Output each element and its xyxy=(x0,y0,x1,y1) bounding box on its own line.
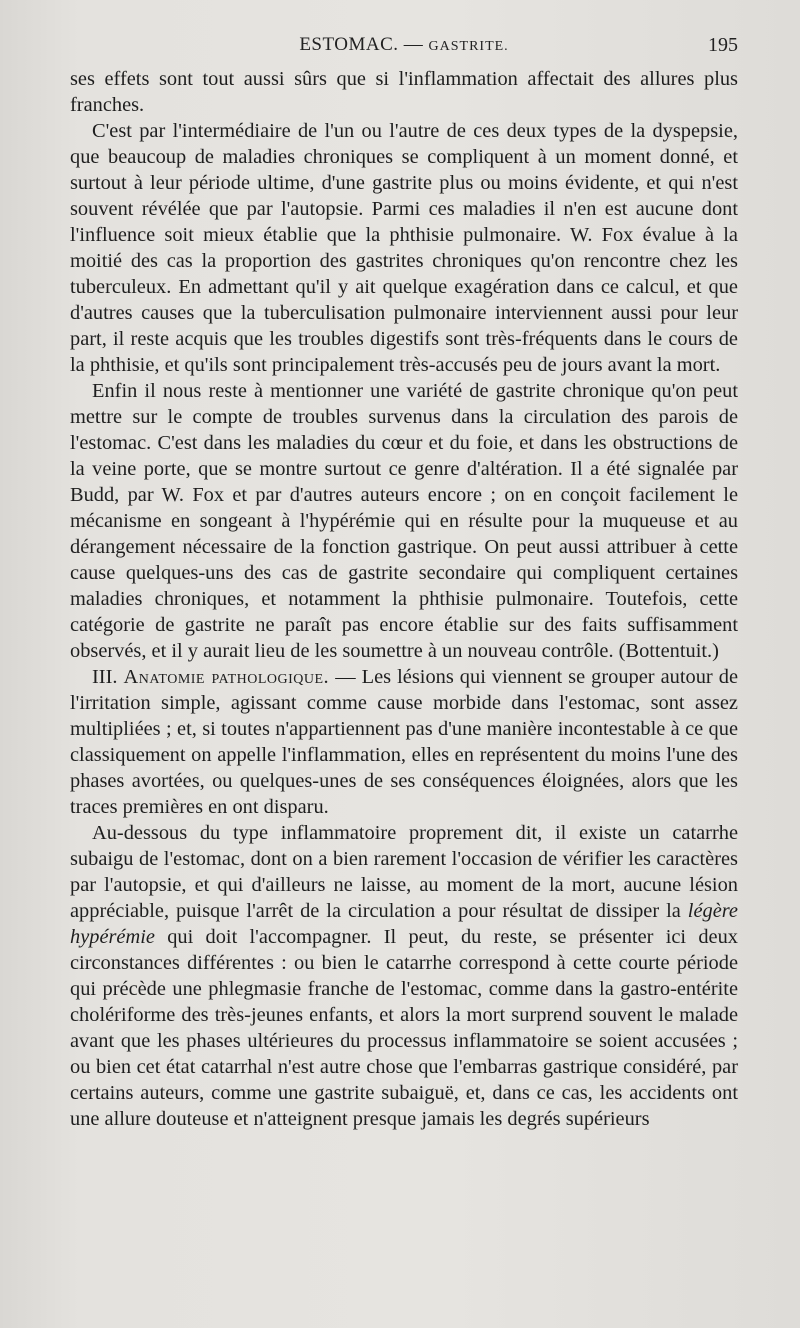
running-title-section: GASTRITE. xyxy=(428,39,509,54)
paragraph-gastrite-circulation: Enfin il nous reste à mentionner une variété de gastrite chronique qu'on peut mettre sur le compte de troubles survenus dans la circulation des parois de l'estomac. C'est dans les maladies du cœur et du foie, et dans les obstructions de la veine porte, que se montre surtout ce genre d'altération. Il a été signalée par Budd, par W. Fox et par d'autres auteurs encore ; on en conçoit facilement le mécanisme en songeant à l'hypérémie qui en résulte pour la muqueuse et au dérangement nécessaire de la fonction gastrique. On peut aussi attribuer à cette cause quelques-uns des cas de gastrite secondaire qui compliquent certaines maladies chroniques, et notamment la phthisie pulmonaire. Toutefois, cette catégorie de gastrite ne paraît pas encore établie sur des faits suffisamment observés, et il y aurait lieu de les soumettre à un nouveau contrôle. (Bottentuit.) xyxy=(70,380,738,662)
page-body xyxy=(70,66,738,1132)
section-text: — Les lésions qui viennent se grouper autour de l'irritation simple, agissant comme cause morbide dans l'estomac, sont assez multipliées ; et, si toutes n'appartiennent pas d'une manière incontestable à ce que classiquement on appelle l'inflammation, elles en représentent du moins l'une des phases avortées, ou quelques-unes de ses conséquences éloignées, alors que les traces premières en ont disparu. xyxy=(70,666,739,818)
section-numeral: III. xyxy=(92,666,124,688)
catarrhe-text-before: Au-dessous du type inflammatoire proprement dit, il existe un catarrhe subaigu de l'estomac, dont on a bien rarement l'occasion de vérifier les caractères par l'autopsie, et qui d'ailleurs ne laisse, au moment de la mort, aucune lésion appréciable, puisque l'arrêt de la circulation a pour résultat de dissiper la xyxy=(70,822,738,922)
paragraph-anatomie-pathologique xyxy=(70,664,738,820)
italic-term: légère hypérémie xyxy=(70,900,738,948)
running-title xyxy=(70,34,738,56)
page-number: 195 xyxy=(708,34,738,56)
catarrhe-text-after: qui doit l'accompagner. Il peut, du reste, se présenter ici deux circonstances différentes : ou bien le catarrhe correspond à cette courte période qui précède une phlegmasie franche de l'estomac, comme dans la gastro-entérite cholériforme des très-jeunes enfants, et alors la mort surprend souvent le malade avant que les phases ultérieures du processus inflammatoire se soient accusées ; ou bien cet état catarrhal n'est autre chose que l'embarras gastrique considéré, par certains auteurs, comme une gastrite subaiguë, et, dans ce cas, les accidents ont une allure douteuse et n'atteignent presque jamais les degrés supérieurs xyxy=(70,926,738,1130)
paragraph-dyspepsie: C'est par l'intermédiaire de l'un ou l'autre de ces deux types de la dyspepsie, que beaucoup de maladies chroniques se compliquent à un moment donné, et surtout à leur période ultime, d'une gastrite plus ou moins évidente, et qui n'est souvent révélée que par l'autopsie. Parmi ces maladies il n'en est aucune dont l'influence soit mieux établie que la phthisie pulmonaire. W. Fox évalue à la moitié des cas la proportion des gastrites chroniques qu'on rencontre chez les tuberculeux. En admettant qu'il y ait quelque exagération dans ce calcul, et que d'autres causes que la tuberculisation pulmonaire interviennent aussi pour leur part, il reste acquis que les troubles digestifs sont très-fréquents dans le cours de la phthisie, et qu'ils sont principalement très-accusés peu de jours avant la mort. xyxy=(70,120,738,376)
section-heading: Anatomie pathologique. xyxy=(123,666,330,688)
running-title-main: ESTOMAC. — xyxy=(299,34,429,55)
page-header xyxy=(70,34,738,60)
paragraph-catarrhe xyxy=(70,820,738,1132)
paragraph-continuation: ses effets sont tout aussi sûrs que si l'inflammation affectait des allures plus franches. xyxy=(70,68,738,116)
